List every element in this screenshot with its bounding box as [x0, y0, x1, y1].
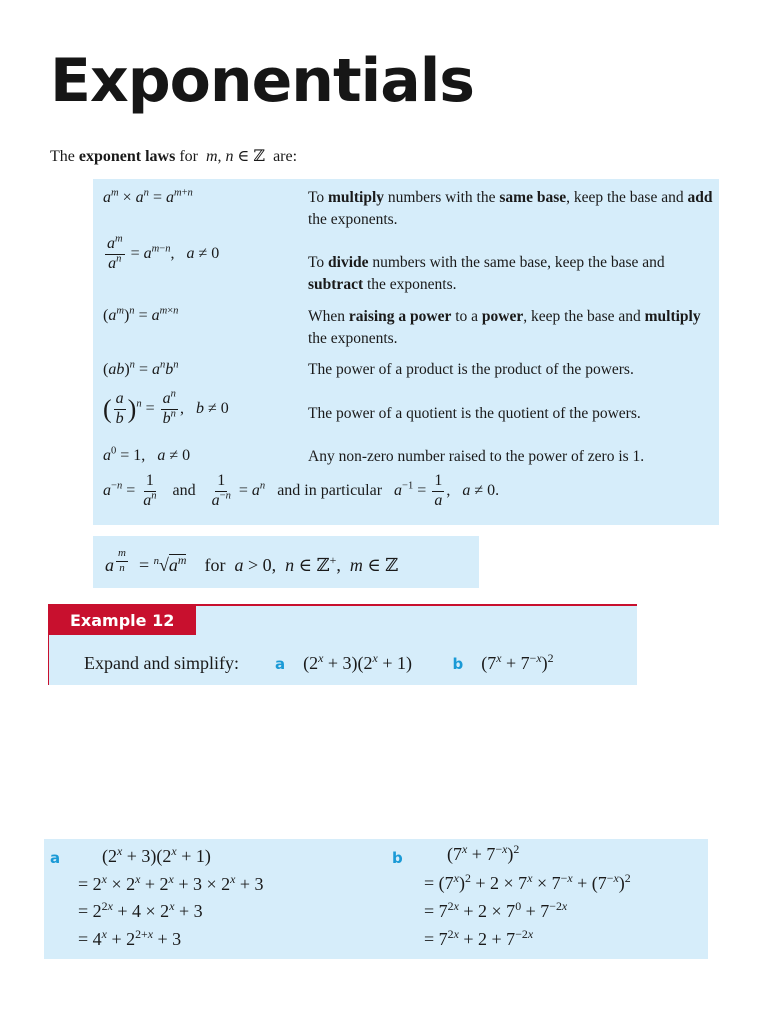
law-desc-power: When raising a power to a power, keep the base and multiply the exponents.	[308, 308, 701, 347]
law-desc-zero: Any non-zero number raised to the power of zero is 1.	[308, 448, 645, 465]
law-formula-multiply: $a^m \times a^n = a^{m+n}$	[103, 187, 193, 206]
law-formula-quotient: ( $\frac{a}{b}$ )$^n$ = $\frac{a^n}{b^n}$ , b ≠ 0	[103, 388, 229, 427]
law-desc-multiply: To multiply numbers with the same base, keep the base and add the exponents.	[308, 189, 713, 228]
example-part-b-letter: b	[452, 655, 464, 673]
example-question-label: Expand and simplify:	[84, 653, 239, 673]
intro-prefix: The	[50, 148, 75, 165]
solution-a-line-4: = $4^x + 2^{2+x} + 3$	[78, 927, 182, 949]
law-formula-negative: $a^{-n}$ = $\frac{1}{a^n}$ and $\frac{1}{a^{-n}}$ = $a^n$ and in particular $a^{-1}$ = $\frac{1}{a}$ , a ≠ 0.	[103, 472, 500, 509]
example-part-a-letter: a	[274, 655, 286, 673]
intro-text: The exponent laws for m, n ∈ ℤ are:	[50, 148, 298, 165]
rational-exponent-formula: a $^{\frac{m}{n}}$ = $^n√a^m$ for a > 0, n ∈ ℤ+, m ∈ ℤ	[105, 547, 399, 575]
example-question: Expand and simplify: a $(2^x + 3)(2^x + 1)$ b $(7^x + 7^{-x})^2$	[84, 651, 554, 673]
law-formula-divide: $\frac{a^m}{a^n}$ = $a^{m-n}$, a ≠ 0	[107, 233, 220, 272]
intro-bold: exponent laws	[78, 148, 176, 165]
solution-a-line-3: = $2^{2x} + 4 \times 2^x + 3$	[78, 899, 203, 921]
page-title: Exponentials	[50, 46, 474, 116]
negative-law-and: and	[172, 481, 196, 499]
solution-b-line-4: = $7^{2x} + 2 + 7^{-2x}$	[424, 927, 534, 949]
solution-part-b-letter: b	[392, 849, 403, 867]
negative-law-particular: and in particular	[277, 481, 383, 499]
solution-b-line-3: = $7^{2x} + 2 \times 7^0 + 7^{-2x}$	[424, 899, 568, 921]
law-desc-divide: To divide numbers with the same base, keep the base and subtract the exponents.	[308, 254, 665, 293]
exponent-laws-box	[93, 179, 719, 525]
law-formula-product: $(ab)^n = a^nb^n$	[103, 359, 179, 378]
solution-b-line-2: = $(7^x)^2 + 2 \times 7^x \times 7^{-x} + (7^{-x})^2$	[424, 871, 631, 893]
solution-a-line-2: = $2^x \times 2^x + 2^x + 3 \times 2^x + 3$	[78, 872, 264, 894]
intro-suffix: are:	[273, 148, 298, 165]
law-formula-zero: $a^0 = 1$, a ≠ 0	[103, 445, 191, 464]
example-tab: Example 12	[48, 605, 196, 635]
solution-a-line-1: $(2^x + 3)(2^x + 1)$	[102, 844, 211, 866]
law-desc-product: The power of a product is the product of the powers.	[308, 361, 634, 378]
law-desc-quotient: The power of a quotient is the quotient of the powers.	[308, 405, 641, 422]
root-law-for: for	[204, 554, 226, 575]
law-formula-power: $(a^m)^n = a^{m\times n}$	[103, 305, 179, 324]
intro-mid: for	[179, 148, 198, 165]
solution-box	[44, 839, 708, 959]
solution-b-line-1: $(7^x + 7^{-x})^2$	[447, 842, 520, 864]
solution-part-a-letter: a	[50, 849, 61, 867]
rational-exponent-box	[93, 536, 479, 588]
